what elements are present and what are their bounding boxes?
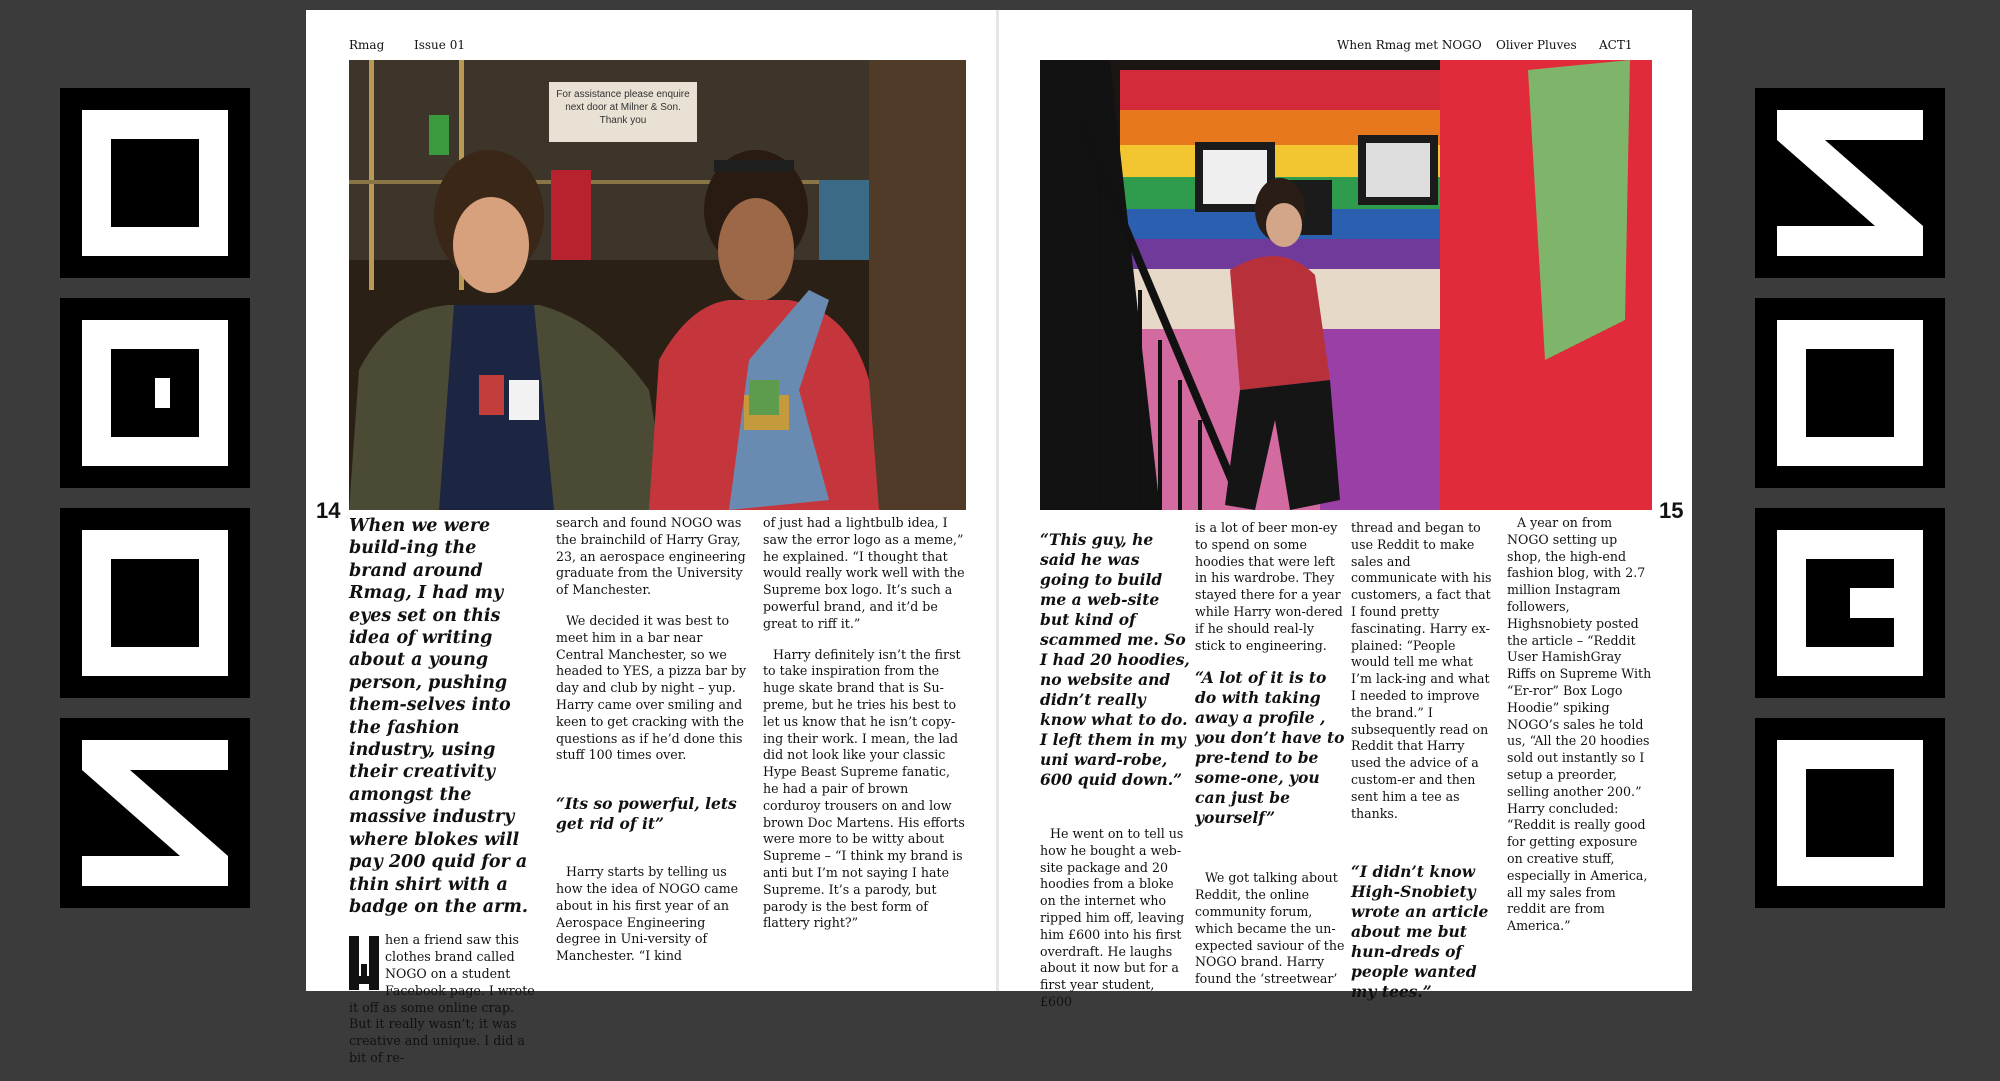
nogo-logo-left [60,88,250,928]
paragraph: is a lot of beer mon-ey to spend on some hoodies that were left in his wardrobe. They stayed there for a year while Harry won-dered if he should real-ly stick to engineering. [1195,520,1343,653]
author-name: Oliver Pluves [1496,38,1577,52]
paragraph: A year on from NOGO setting up shop, the high-end fashion blog, with 2.7 million Instagram followers, Highsnobiety posted the article – “Reddit User HamishGray Riffs on Supreme With “Er-ror” Box Logo Hoodie” spiking NOGO’s sales he told us, “All the 20 hoodies sold out instantly so I setup a preorder, selling another 200.” Harry concluded: “Reddit is really good for getting exposure on creative stuff, especially in America, all my sales from reddit are from America.” [1507,515,1652,934]
photo-stairwell-model [1040,60,1652,510]
article-title: When Rmag met NOGO [1337,38,1482,52]
sign-line-1: For assistance please enquire [556,89,690,100]
logo-letter-g [1755,508,1945,698]
paragraph: We got talking about Reddit, the online community forum, which became the un-expected saviour of the NOGO brand. Harry found the ‘streetwear’ [1195,870,1345,987]
logo-letter-g [60,508,250,698]
logo-letter-o-2 [60,718,250,908]
paragraph: We decided it was best to meet him in a bar near Central Manchester, so we headed to YES, a pizza bar by day and club by night – yup. Harry came over smiling and keen to get cracking with the questions as if he’d done this stuff 100 times over. [556,612,747,763]
right-page [999,10,1692,1009]
paragraph: Harry starts by telling us how the idea of NOGO came about in his first year of an Aerospace Engineering degree in Uni-versity of Manchester. “I kind [556,864,739,964]
lead-paragraph: When we were build-ing the brand around Rmag, I had my eyes set on this idea of writing about a young person, pushing them-selves into the fashion industry, using their creativity amongst the massive industry where blokes will pay 200 quid for a thin shirt with a badge on the arm. [349,516,528,917]
logo-letter-n [60,88,250,278]
sign-line-2: next door at Milner & Son. [565,102,681,113]
pull-quote: “A lot of it is to do with taking away a profile , you don’t have to pre-tend to be some-one, you can just be yourself” [1195,668,1345,828]
column-2 [556,515,751,979]
pull-quote: “This guy, he said he was going to build me a web-site but kind of scammed me. So I had 20 hoodies, no website and didn’t really know what to do. I left them in my uni ward-robe, 600 quid down.” [1040,530,1190,789]
logo-letter-o [1755,298,1945,488]
nogo-logo-right [1755,88,1945,928]
section-label: ACT1 [1599,38,1633,52]
column-7 [1507,515,1652,949]
column-6 [1351,520,1496,1016]
pull-quote: “Its so powerful, lets get rid of it” [556,794,737,834]
drop-cap-w [349,936,379,990]
issue-number: Issue 01 [414,38,465,52]
intro-paragraph: hen a friend saw this clothes brand called NOGO on a student Facebook page. I wrote it off as some online crap. But it really wasn’t; it was creative and unique. I did a bit of re- [349,932,535,1065]
column-1 [349,515,539,1081]
paragraph: thread and began to use Reddit to make sales and communicate with his customers, a fact that I found pretty fascinating. Harry ex-plained: “People would tell me what I’m lack-ing and what I needed to improve the brand.” I subsequently read on Reddit that Harry used the advice of a custom-er and then sent him a tee as thanks. [1351,520,1492,821]
logo-letter-o [60,298,250,488]
column-4 [1040,530,1190,1025]
paragraph: search and found NOGO was the brainchild of Harry Gray, 23, an aerospace engineering graduate from the University of Manchester. [556,515,746,598]
photo-two-models [349,60,966,510]
page-number-left: 14 [316,498,341,523]
paragraph: He went on to tell us how he bought a web-site package and 20 hoodies from a bloke on the internet who ripped him off, leaving him £600 into his first overdraft. He laughs about it now but for a first year student, £600 [1040,826,1185,1009]
logo-letter-o-2 [1755,718,1945,908]
page-number-right: 15 [1659,498,1684,523]
paragraph: Harry definitely isn’t the first to take inspiration from the huge skate brand that is Su-preme, but he tries his best to let us know that he isn’t copy-ing their work. I mean, the lad did not look like your classic Hype Beast Supreme fanatic, he had a pair of brown corduroy trousers on and low brown Doc Martens. His efforts were more to be witty about Supreme – “I think my brand is anti but I’m not saying I hate Supreme. It’s a parody, but parody is the best form of flattery right?” [763,646,965,931]
pull-quote: “I didn’t know High-Snobiety wrote an article about me but hun-dreds of people wanted my tees.” [1351,862,1489,1002]
paragraph: of just had a lightbulb idea, I saw the error logo as a meme,” he explained. “I thought that would really work well with the Supreme box logo. It’s such a powerful brand, and it’d be great to riff it.” [763,515,965,631]
column-3 [763,515,966,946]
sign-line-3: Thank you [599,115,647,126]
column-5 [1195,520,1345,1002]
left-page [306,10,996,1065]
magazine-name: Rmag [349,38,385,52]
logo-letter-z [1755,88,1945,278]
